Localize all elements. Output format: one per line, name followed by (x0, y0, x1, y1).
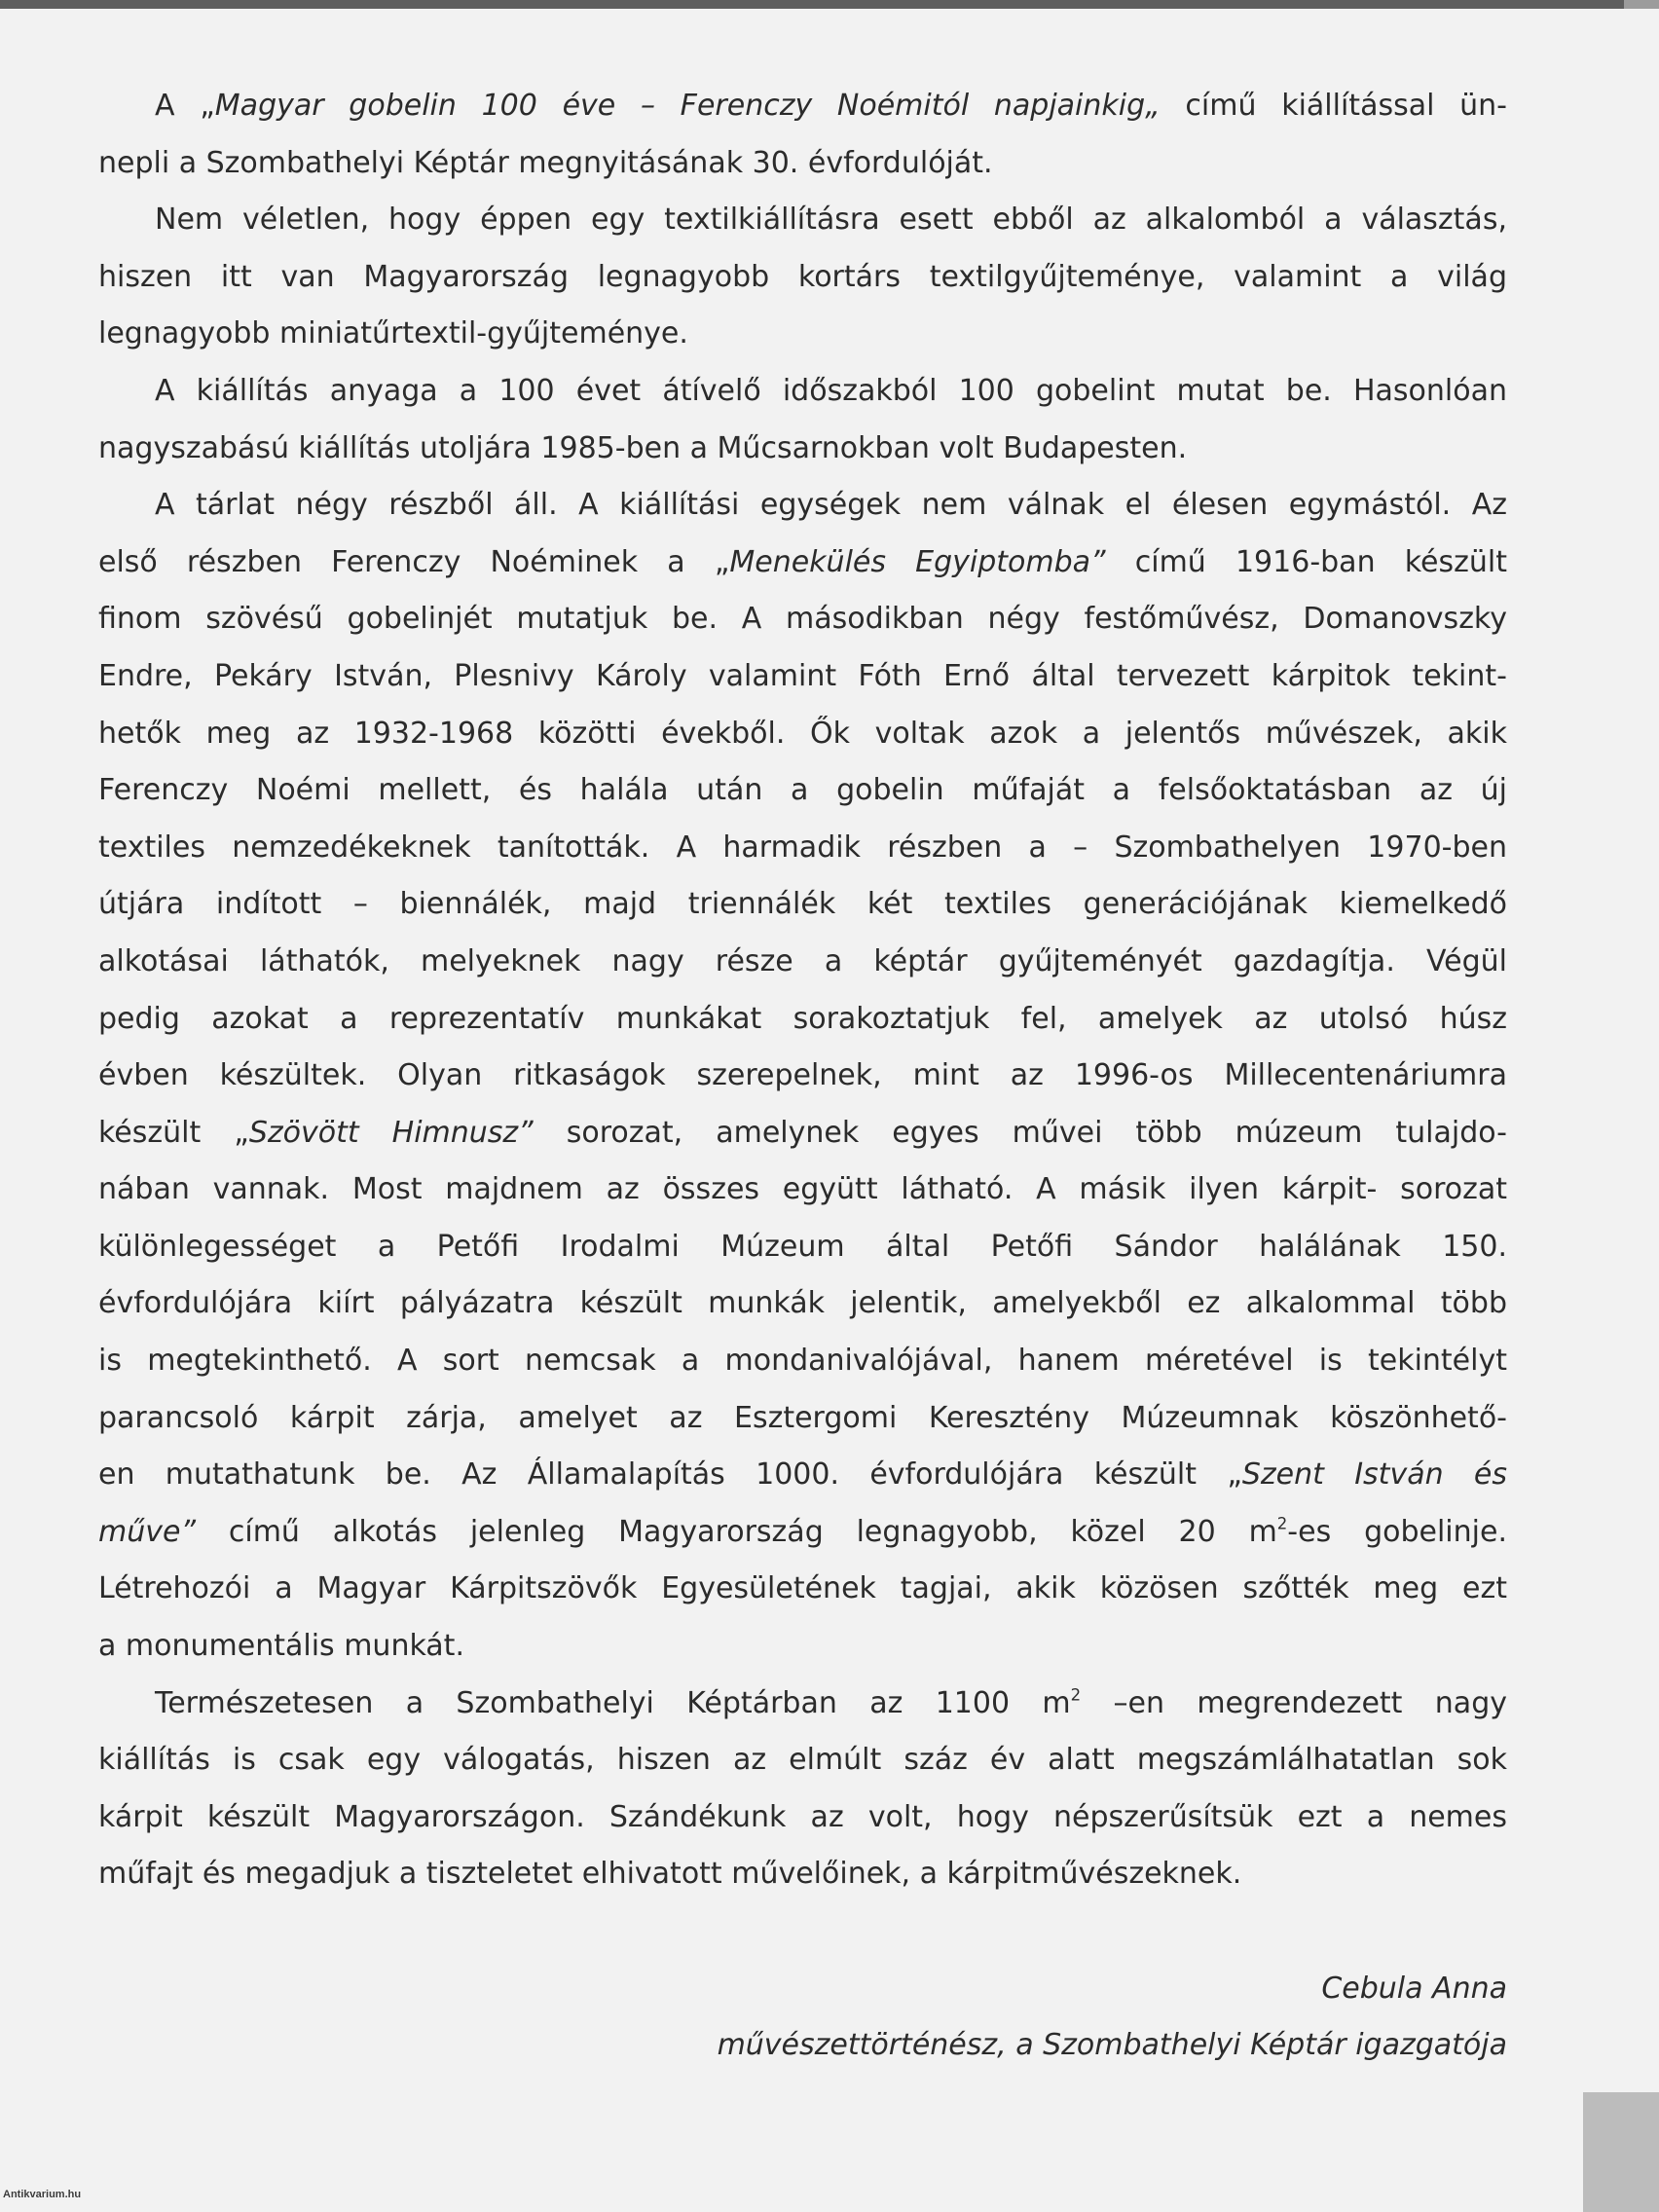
artwork-title: Szent István és (1241, 1457, 1507, 1493)
text-line: is megtekinthető. A sort nemcsak a mondanivalójával, hanem méretével is tekintélyt (98, 1344, 1507, 1379)
paragraph-5 (98, 1676, 1507, 1903)
paragraph-2 (98, 192, 1507, 363)
text-line: nagyszabású kiállítás utoljára 1985-ben a Műcsarnokban volt Budapesten. (98, 430, 1188, 465)
paragraph-1 (98, 78, 1507, 192)
artwork-title: műve” (98, 1514, 196, 1549)
text-line: pedig azokat a reprezentatív munkákat sorakoztatjuk fel, amelyek az utolsó húsz (98, 1001, 1507, 1036)
text-line: évfordulójára kiírt pályázatra készült munkák jelentik, amelyekből ez alkalommal több (98, 1286, 1507, 1321)
text-line: különlegességet a Petőfi Irodalmi Múzeum által Petőfi Sándor halálának 150. (98, 1229, 1507, 1264)
text-segment: című kiállítással ün- (1160, 89, 1508, 123)
artwork-title: Szövött Himnusz” (248, 1115, 534, 1150)
watermark: Antikvarium.hu (3, 2189, 82, 2200)
text-line: textiles nemzedékeknek tanították. A harmadik részben a – Szombathelyen 1970-ben (98, 830, 1507, 865)
text-line: hiszen itt van Magyarország legnagyobb kortárs textilgyűjteménye, valamint a világ (98, 259, 1507, 294)
text-line: útjára indított – biennálék, majd triennálék két textiles generációjának kiemelkedő (98, 887, 1507, 922)
text-segment: sorozat, amelynek egyes művei több múzeum tulajdo- (533, 1115, 1507, 1150)
text-line: műfajt és megadjuk a tiszteletet elhivatott művelőinek, a kárpitművészeknek. (98, 1857, 1242, 1892)
text-line: kiállítás is csak egy válogatás, hiszen az elmúlt száz év alatt megszámlálhatatlan sok (98, 1743, 1507, 1778)
scan-edge-top-right (1624, 0, 1659, 9)
text-segment: -es gobelinje. (1287, 1514, 1507, 1549)
scan-edge-top (0, 0, 1624, 9)
page-corner-tab (1583, 2092, 1659, 2212)
text-line: évben készültek. Olyan ritkaságok szerepelnek, mint az 1996-os Millecentenáriumra (98, 1058, 1507, 1093)
text-line (98, 1447, 1507, 1504)
text-line: Ferenczy Noémi mellett, és halála után a gobelin műfaját a felsőoktatásban az új (98, 773, 1507, 808)
text-line: A tárlat négy részből áll. A kiállítási egységek nem válnak el élesen egymástól. Az (155, 488, 1507, 523)
text-line (98, 1504, 1507, 1562)
text-segment: en mutathatunk be. Az Államalapítás 1000. évfordulójára készült „ (98, 1457, 1242, 1493)
text-line: parancsoló kárpit zárja, amelyet az Esztergomi Keresztény Múzeumnak köszönhető- (98, 1400, 1507, 1435)
exhibition-title: Magyar gobelin 100 éve – Ferenczy Noémitól napjainkig„ (214, 89, 1161, 123)
text-line (98, 78, 1507, 135)
text-line (98, 1676, 1507, 1733)
text-line: finom szövésű gobelinjét mutatjuk be. A másodikban négy festőművész, Domanovszky (98, 602, 1507, 637)
superscript: 2 (1070, 1685, 1082, 1705)
text-line: Létrehozói a Magyar Kárpitszövők Egyesületének tagjai, akik közösen szőtték meg ezt (98, 1571, 1507, 1606)
text-line: hetők meg az 1932-1968 közötti évekből. Ők voltak azok a jelentős művészek, akik (98, 716, 1507, 751)
paragraph-4 (98, 477, 1507, 1675)
text-segment: című alkotás jelenleg Magyarország legnagyobb, közel 20 m (196, 1514, 1277, 1549)
artwork-title: Menekülés Egyiptomba” (729, 544, 1106, 579)
text-segment: –en megrendezett nagy (1081, 1685, 1507, 1720)
text-segment: első részben Ferenczy Noéminek a „ (98, 544, 730, 579)
text-segment: Természetesen a Szombathelyi Képtárban az 1100 m (155, 1685, 1071, 1720)
text-line: alkotásai láthatók, melyeknek nagy része a képtár gyűjteményét gazdagítja. Végül (98, 943, 1507, 978)
text-segment: A „ (155, 89, 215, 123)
text-line: kárpit készült Magyarországon. Szándékunk az volt, hogy népszerűsítsük ezt a nemes (98, 1799, 1507, 1834)
text-line: nában vannak. Most majdnem az összes együtt látható. A másik ilyen kárpit- sorozat (98, 1172, 1507, 1207)
paragraph-3 (98, 363, 1507, 477)
text-line: Nem véletlen, hogy éppen egy textilkiállításra esett ebből az alkalomból a választás, (155, 203, 1507, 238)
body-text (98, 78, 1507, 1903)
text-segment: című 1916-ban készült (1105, 544, 1507, 579)
signature (98, 1961, 1507, 2075)
superscript: 2 (1276, 1514, 1288, 1533)
text-line (98, 535, 1507, 592)
text-segment: készült „ (98, 1115, 249, 1150)
signature-name: Cebula Anna (1321, 1971, 1507, 2006)
text-line: Endre, Pekáry István, Plesnivy Károly valamint Fóth Ernő által tervezett kárpitok tekint- (98, 658, 1507, 693)
text-line: A kiállítás anyaga a 100 évet átívelő időszakból 100 gobelint mutat be. Hasonlóan (155, 373, 1507, 408)
signature-title: művészettörténész, a Szombathelyi Képtár igazgatója (717, 2028, 1507, 2063)
text-line: legnagyobb miniatűrtextil-gyűjteménye. (98, 316, 688, 351)
text-line (98, 1105, 1507, 1162)
text-line: a monumentális munkát. (98, 1629, 464, 1664)
text-line: nepli a Szombathelyi Képtár megnyitásának 30. évfordulóját. (98, 145, 993, 180)
